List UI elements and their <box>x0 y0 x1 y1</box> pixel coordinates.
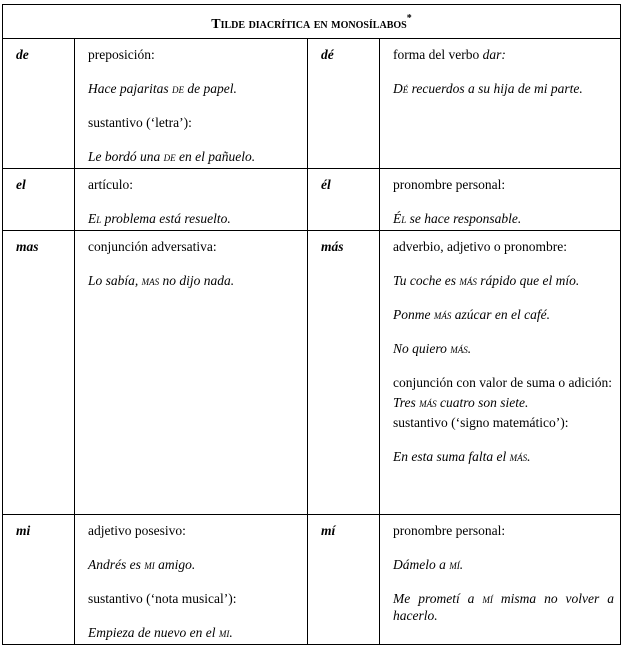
example-text: azúcar en el café. <box>451 307 550 322</box>
example-text: no dijo nada. <box>159 273 235 288</box>
example-sentence <box>393 340 614 357</box>
table-row <box>3 515 621 645</box>
example-sentence <box>393 272 614 289</box>
word-cell: de <box>3 39 75 169</box>
example-sentence <box>88 148 301 165</box>
usage-cell <box>380 169 621 231</box>
usage-label: adverbio, adjetivo o pronombre: <box>393 239 567 254</box>
example-keyword: más <box>433 307 452 322</box>
table-row <box>3 39 621 169</box>
example-text: rápido que el mío. <box>476 273 580 288</box>
example-text: Tres <box>393 395 420 410</box>
example-text: Tu coche es <box>393 273 460 288</box>
example-text: . <box>229 625 233 640</box>
example-text: se hace responsable. <box>406 211 522 226</box>
usage-cell <box>380 231 621 515</box>
example-keyword: mas <box>141 273 160 288</box>
usage-label-text: forma del verbo <box>393 47 483 62</box>
example-keyword: mi <box>144 557 155 572</box>
usage-label: conjunción con valor de suma o adición: <box>393 375 612 390</box>
example-text: en el pañuelo. <box>175 149 256 164</box>
example-keyword: más <box>450 341 468 356</box>
table-title <box>3 5 621 39</box>
example-text: Me prometí a <box>393 591 483 606</box>
usage-cell <box>75 515 308 645</box>
example-keyword: más <box>509 449 528 464</box>
word-cell: dé <box>308 39 380 169</box>
example-text: recuerdos a su hija de mi parte. <box>408 81 583 96</box>
usage-label <box>393 46 614 63</box>
example-text: cuatro son siete. <box>436 395 529 410</box>
example-text: Le bordó una <box>88 149 164 164</box>
example-keyword: más <box>419 395 437 410</box>
example-keyword: mí <box>449 557 460 572</box>
usage-cell <box>380 515 621 645</box>
example-keyword: Él <box>393 211 407 226</box>
example-keyword: Dé <box>393 81 409 96</box>
usage-label: artículo: <box>88 177 133 192</box>
example-text: Ponme <box>393 307 434 322</box>
example-text: problema está resuelto. <box>101 211 231 226</box>
usage-label: adjetivo posesivo: <box>88 523 186 538</box>
word-cell: mas <box>3 231 75 515</box>
example-text: En esta suma falta el <box>393 449 510 464</box>
example-sentence <box>88 272 301 289</box>
usage-label: preposición: <box>88 47 155 62</box>
table-row <box>3 169 621 231</box>
example-text: Lo sabía, <box>88 273 142 288</box>
example-sentence <box>393 590 614 624</box>
example-text: de papel. <box>184 81 237 96</box>
example-text: amigo. <box>154 557 196 572</box>
table-title-text: Tilde diacrítica en monosílabos <box>211 17 407 32</box>
word-cell: él <box>308 169 380 231</box>
usage-cell <box>75 231 308 515</box>
example-keyword: de <box>172 81 184 96</box>
usage-cell <box>75 39 308 169</box>
word-cell: mí <box>308 515 380 645</box>
example-keyword: de <box>163 149 176 164</box>
example-text: No quiero <box>393 341 451 356</box>
usage-label: sustantivo (‘nota musical’): <box>88 591 237 606</box>
example-keyword: más <box>459 273 477 288</box>
example-text: . <box>467 341 472 356</box>
table-header-row <box>3 5 621 39</box>
example-text: Dámelo a <box>393 557 450 572</box>
example-sentence <box>393 448 614 465</box>
example-text: Andrés es <box>88 557 145 572</box>
example-text: Empieza de nuevo en el <box>88 625 219 640</box>
example-sentence <box>88 80 301 97</box>
example-sentence <box>393 556 614 573</box>
word-cell: mi <box>3 515 75 645</box>
example-keyword: mí <box>482 591 493 606</box>
example-text: . <box>527 449 531 464</box>
word-cell: más <box>308 231 380 515</box>
example-sentence <box>393 306 614 323</box>
diacritic-table <box>2 4 621 645</box>
usage-label: pronombre personal: <box>393 177 506 192</box>
usage-label-verb: dar: <box>482 47 506 62</box>
usage-label: sustantivo (‘letra’): <box>88 115 192 130</box>
example-text: Hace pajaritas <box>88 81 172 96</box>
usage-label: sustantivo (‘signo matemático’): <box>393 415 569 430</box>
example-keyword: El <box>88 211 102 226</box>
example-text: misma no volver a hacerlo. <box>393 591 614 623</box>
example-sentence <box>393 394 614 411</box>
example-sentence <box>393 210 614 227</box>
usage-cell <box>380 39 621 169</box>
footnote-mark: * <box>406 13 412 24</box>
table-row <box>3 231 621 515</box>
example-sentence <box>88 556 301 573</box>
usage-cell <box>75 169 308 231</box>
usage-label: pronombre personal: <box>393 523 506 538</box>
example-keyword: mi <box>218 625 230 640</box>
example-sentence <box>88 210 301 227</box>
example-text: . <box>459 557 464 572</box>
word-cell: el <box>3 169 75 231</box>
usage-label: conjunción adversativa: <box>88 239 217 254</box>
example-sentence <box>393 80 614 97</box>
example-sentence <box>88 624 301 641</box>
